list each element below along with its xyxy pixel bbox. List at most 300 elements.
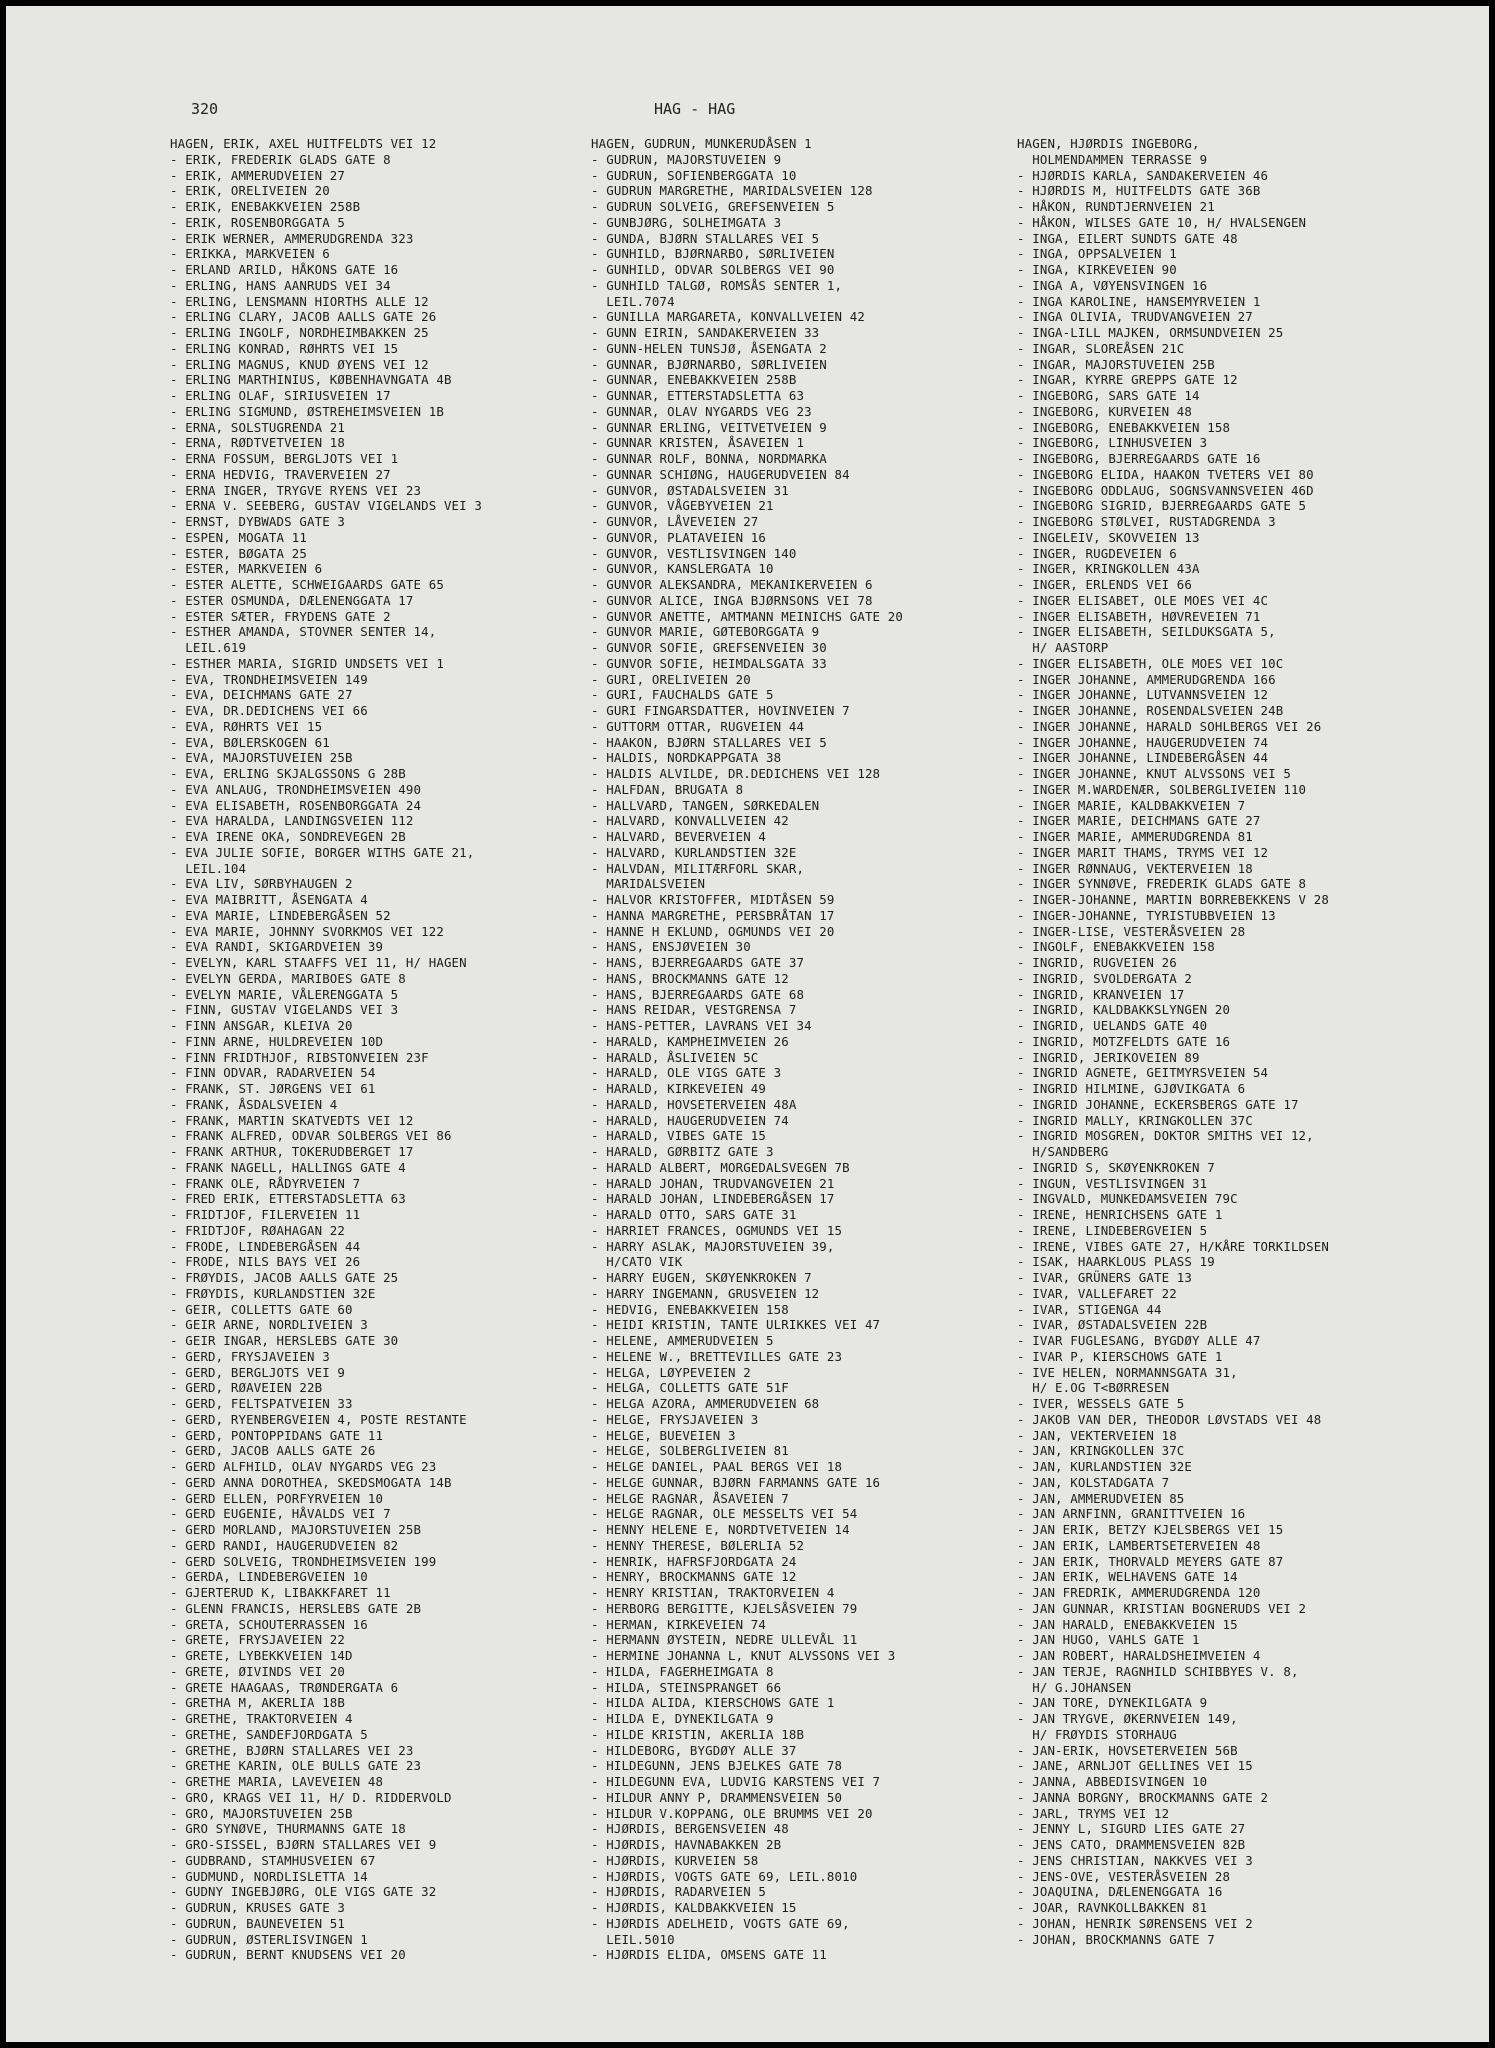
directory-entry: - ERLING MARTHINIUS, KØBENHAVNGATA 4B: [170, 372, 452, 388]
directory-entry: - INGRID, JERIKOVEIEN 89: [1017, 1049, 1200, 1065]
directory-entry: - INGER JOHANNE, AMMERUDGRENDA 166: [1017, 671, 1276, 687]
directory-entry: - IVAR, GRÜNERS GATE 13: [1017, 1270, 1193, 1285]
directory-entry: - INGRID, KALDBAKKSLYNGEN 20: [1017, 1002, 1231, 1018]
directory-entry: - JAN ROBERT, HARALDSHEIMVEIEN 4: [1017, 1648, 1261, 1663]
directory-entry: - GERD, BERGLJOTS VEI 9: [170, 1364, 346, 1380]
directory-entry: - ERLING CLARY, JACOB AALLS GATE 26: [170, 309, 437, 325]
directory-entry: - HENRY, BROCKMANNS GATE 12: [591, 1569, 797, 1585]
directory-entry: - GUNVOR, ØSTADALSVEIEN 31: [591, 482, 789, 498]
directory-entry: - ERIK, ORELIVEIEN 20: [170, 183, 330, 199]
directory-entry: - ERIK, ENEBAKKVEIEN 258B: [170, 199, 361, 214]
directory-entry: - ERLING OLAF, SIRIUSVEIEN 17: [170, 388, 391, 403]
directory-entry: - INGRID, UELANDS GATE 40: [1017, 1018, 1208, 1033]
page-number: 320: [191, 100, 219, 118]
directory-entry: - IVAR FUGLESANG, BYGDØY ALLE 47: [1017, 1333, 1261, 1348]
directory-entry: - GUNILLA MARGARETA, KONVALLVEIEN 42: [591, 309, 865, 325]
directory-entry: - IVAR, ØSTADALSVEIEN 22B: [1017, 1317, 1208, 1333]
directory-entry: - HAAKON, BJØRN STALLARES VEI 5: [591, 734, 827, 750]
directory-entry: - HANNE H EKLUND, OGMUNDS VEI 20: [591, 923, 835, 939]
directory-entry: - GUDMUND, NORDLISLETTA 14: [170, 1868, 368, 1884]
directory-entry: - JAN TERJE, RAGNHILD SCHIBBYES V. 8,: [1017, 1663, 1299, 1679]
directory-entry: - INGRID, KRANVEIEN 17: [1017, 986, 1185, 1002]
directory-entry: H/ AASTORP: [1017, 640, 1109, 655]
directory-entry: - ERLING, HANS AANRUDS VEI 34: [170, 277, 391, 293]
directory-entry: - GRETHE, SANDEFJORDGATA 5: [170, 1726, 368, 1742]
directory-entry: - INGRID S, SKØYENKROKEN 7: [1017, 1159, 1215, 1175]
directory-entry: - GURI, FAUCHALDS GATE 5: [591, 687, 774, 703]
directory-entry: - EVA, BØLERSKOGEN 61: [170, 734, 330, 750]
directory-entry: - INGVALD, MUNKEDAMSVEIEN 79C: [1017, 1191, 1238, 1207]
directory-entry: - ESTER SÆTER, FRYDENS GATE 2: [170, 608, 391, 624]
directory-entry: - HELGE RAGNAR, ÅSAVEIEN 7: [591, 1490, 789, 1506]
directory-entry: - GRETHE MARIA, LAVEVEIEN 48: [170, 1774, 384, 1789]
directory-entry: MARIDALSVEIEN: [591, 876, 706, 892]
directory-entry: - GRO, KRAGS VEI 11, H/ D. RIDDERVOLD: [170, 1789, 452, 1805]
directory-entry: - GERD, PONTOPPIDANS GATE 11: [170, 1427, 384, 1443]
directory-entry: - JAN FREDRIK, AMMERUDGRENDA 120: [1017, 1585, 1261, 1600]
directory-entry: - GUNVOR, LÅVEVEIEN 27: [591, 514, 759, 529]
directory-entry: - GUNNAR ROLF, BONNA, NORDMARKA: [591, 451, 827, 466]
directory-entry: - JAN TRYGVE, ØKERNVEIEN 149,: [1017, 1711, 1238, 1726]
directory-entry: - EVA LIV, SØRBYHAUGEN 2: [170, 876, 353, 892]
directory-entry: - JAN, KRINGKOLLEN 37C: [1017, 1443, 1185, 1459]
directory-entry: H/SANDBERG: [1017, 1144, 1109, 1159]
directory-entry: - INGRID, RUGVEIEN 26: [1017, 955, 1177, 970]
directory-entry: - JOHAN, BROCKMANNS GATE 7: [1017, 1931, 1215, 1947]
directory-entry: LEIL.104: [170, 860, 247, 876]
directory-entry: - HANS REIDAR, VESTGRENSA 7: [591, 1002, 797, 1018]
directory-entry: - HANS, ENSJØVEIEN 30: [591, 939, 751, 955]
directory-entry: - INGER, ERLENDS VEI 66: [1017, 577, 1193, 592]
directory-entry: H/CATO VIK: [591, 1254, 683, 1270]
directory-entry: - HARALD, VIBES GATE 15: [591, 1128, 767, 1144]
directory-entry: - GUNVOR, VESTLISVINGEN 140: [591, 545, 797, 561]
directory-entry: - EVA, TRONDHEIMSVEIEN 149: [170, 671, 368, 687]
directory-entry: - GRETE, FRYSJAVEIEN 22: [170, 1632, 346, 1648]
directory-entry: - HELGE, FRYSJAVEIEN 3: [591, 1411, 759, 1427]
directory-entry: - HILDEBORG, BYGDØY ALLE 37: [591, 1742, 797, 1758]
directory-entry: H/ E.OG T<BØRRESEN: [1017, 1380, 1170, 1396]
directory-entry: - IVER, WESSELS GATE 5: [1017, 1396, 1185, 1411]
directory-entry: - HILDEGUNN, JENS BJELKES GATE 78: [591, 1758, 843, 1774]
directory-entry: - ERLAND ARILD, HÅKONS GATE 16: [170, 262, 399, 277]
directory-entry: - JARL, TRYMS VEI 12: [1017, 1805, 1170, 1821]
directory-entry: - EVA, DR.DEDICHENS VEI 66: [170, 703, 368, 718]
directory-entry: - GUNNAR, BJØRNARBO, SØRLIVEIEN: [591, 356, 827, 372]
directory-entry: - GUDRUN, BERNT KNUDSENS VEI 20: [170, 1947, 406, 1963]
directory-entry: - IRENE, LINDEBERGVEIEN 5: [1017, 1222, 1208, 1238]
directory-entry: - FRANK, MARTIN SKATVEDTS VEI 12: [170, 1112, 414, 1128]
directory-entry: - GEIR ARNE, NORDLIVEIEN 3: [170, 1317, 368, 1333]
directory-entry: - HILDUR V.KOPPANG, OLE BRUMMS VEI 20: [591, 1805, 873, 1821]
directory-entry: - HALVDAN, MILITÆRFORL SKAR,: [591, 860, 805, 876]
directory-entry: - EVELYN GERDA, MARIBOES GATE 8: [170, 970, 406, 986]
directory-entry: - INGA, KIRKEVEIEN 90: [1017, 262, 1177, 277]
directory-entry: - ERNA HEDVIG, TRAVERVEIEN 27: [170, 466, 391, 482]
directory-entry: - GUNNAR SCHIØNG, HAUGERUDVEIEN 84: [591, 466, 850, 482]
directory-entry: - INGA, EILERT SUNDTS GATE 48: [1017, 230, 1238, 246]
directory-entry: - INGER MARIE, DEICHMANS GATE 27: [1017, 813, 1261, 829]
directory-entry: - INGER JOHANNE, HARALD SOHLBERGS VEI 26: [1017, 718, 1322, 734]
directory-entry: - GUDBRAND, STAMHUSVEIEN 67: [170, 1852, 376, 1868]
directory-entry: - FRANK ARTHUR, TOKERUDBERGET 17: [170, 1144, 414, 1159]
directory-entry: - GRETHA M, AKERLIA 18B: [170, 1695, 346, 1711]
directory-entry: - IVAR P, KIERSCHOWS GATE 1: [1017, 1348, 1223, 1364]
directory-entry: - GRETE, LYBEKKVEIEN 14D: [170, 1648, 353, 1663]
directory-entry: - INGEBORG, BJERREGAARDS GATE 16: [1017, 451, 1261, 466]
directory-entry: - GURI, ORELIVEIEN 20: [591, 671, 751, 687]
directory-entry: - FINN FRIDTHJOF, RIBSTONVEIEN 23F: [170, 1049, 429, 1065]
directory-entry: - FINN, GUSTAV VIGELANDS VEI 3: [170, 1002, 399, 1018]
directory-entry: - ERNA FOSSUM, BERGLJOTS VEI 1: [170, 451, 399, 466]
directory-entry: - ERLING INGOLF, NORDHEIMBAKKEN 25: [170, 325, 429, 340]
directory-entry: - ISAK, HAARKLOUS PLASS 19: [1017, 1254, 1215, 1270]
directory-entry: - JENNY L, SIGURD LIES GATE 27: [1017, 1821, 1246, 1837]
directory-entry: - HARALD JOHAN, TRUDVANGVEIEN 21: [591, 1175, 835, 1191]
directory-entry: - INGRID AGNETE, GEITMYRSVEIEN 54: [1017, 1065, 1269, 1081]
directory-entry: - INGEBORG, LINHUSVEIEN 3: [1017, 435, 1208, 451]
directory-entry: - HENRY KRISTIAN, TRAKTORVEIEN 4: [591, 1585, 835, 1600]
directory-entry: - GUDRUN SOLVEIG, GREFSENVEIEN 5: [591, 199, 835, 214]
directory-entry: - INGRID MALLY, KRINGKOLLEN 37C: [1017, 1112, 1253, 1128]
directory-entry: - HELGE DANIEL, PAAL BERGS VEI 18: [591, 1459, 843, 1474]
directory-entry: - FRANK, ST. JØRGENS VEI 61: [170, 1081, 376, 1096]
directory-entry: - GUNDA, BJØRN STALLARES VEI 5: [591, 230, 820, 246]
directory-entry: - HARALD, KIRKEVEIEN 49: [591, 1081, 767, 1096]
directory-entry: HOLMENDAMMEN TERRASSE 9: [1017, 151, 1208, 167]
running-title: HAG - HAG: [654, 100, 736, 118]
directory-entry: - JANNA, ABBEDISVINGEN 10: [1017, 1774, 1208, 1789]
directory-entry: - EVA MARIE, JOHNNY SVORKMOS VEI 122: [170, 923, 444, 939]
directory-entry: - GRETE, ØIVINDS VEI 20: [170, 1663, 346, 1679]
directory-entry: - HALVOR KRISTOFFER, MIDTÅSEN 59: [591, 892, 835, 907]
directory-entry: - EVA MAIBRITT, ÅSENGATA 4: [170, 892, 368, 907]
directory-entry: - GUNNAR, OLAV NYGARDS VEG 23: [591, 403, 812, 419]
directory-entry: - HELGE GUNNAR, BJØRN FARMANNS GATE 16: [591, 1474, 881, 1490]
directory-entry: - INGER ELISABET, OLE MOES VEI 4C: [1017, 592, 1269, 608]
directory-entry: - INGER JOHANNE, KNUT ALVSSONS VEI 5: [1017, 766, 1291, 781]
directory-entry: - FRIDTJOF, RØAHAGAN 22: [170, 1222, 346, 1238]
directory-entry: - JENS-OVE, VESTERÅSVEIEN 28: [1017, 1868, 1231, 1884]
directory-entry: - GURI FINGARSDATTER, HOVINVEIEN 7: [591, 703, 850, 718]
directory-entry: - JAN HARALD, ENEBAKKVEIEN 15: [1017, 1616, 1238, 1632]
directory-entry: - JAN-ERIK, HOVSETERVEIEN 56B: [1017, 1742, 1238, 1758]
directory-entry: - GUNN EIRIN, SANDAKERVEIEN 33: [591, 325, 820, 340]
directory-entry: - ERLING MAGNUS, KNUD ØYENS VEI 12: [170, 356, 429, 372]
directory-entry: - INGER-JOHANNE, MARTIN BORREBEKKENS V 28: [1017, 892, 1330, 907]
directory-entry: - HJØRDIS, RADARVEIEN 5: [591, 1884, 767, 1900]
directory-entry: - EVA, DEICHMANS GATE 27: [170, 687, 353, 703]
directory-entry: - HILDE KRISTIN, AKERLIA 18B: [591, 1726, 805, 1742]
directory-entry: - HARALD ALBERT, MORGEDALSVEGEN 7B: [591, 1159, 850, 1175]
directory-entry: - INGELEIV, SKOVVEIEN 13: [1017, 529, 1200, 545]
directory-entry: - ESTHER AMANDA, STOVNER SENTER 14,: [170, 624, 437, 640]
directory-entry: - GERD ALFHILD, OLAV NYGARDS VEG 23: [170, 1459, 437, 1474]
directory-entry: - GUNN-HELEN TUNSJØ, ÅSENGATA 2: [591, 340, 827, 356]
directory-entry: - GUDRUN, MAJORSTUVEIEN 9: [591, 151, 782, 167]
directory-entry: - GERD, FRYSJAVEIEN 3: [170, 1348, 330, 1364]
directory-entry: - HEDVIG, ENEBAKKVEIEN 158: [591, 1301, 789, 1317]
directory-entry: - IRENE, VIBES GATE 27, H/KÅRE TORKILDSEN: [1017, 1238, 1330, 1254]
directory-entry: - EVA HARALDA, LANDINGSVEIEN 112: [170, 813, 414, 829]
directory-entry: - HENRIK, HAFRSFJORDGATA 24: [591, 1553, 797, 1569]
directory-entry: - HÅKON, WILSES GATE 10, H/ HVALSENGEN: [1017, 214, 1307, 230]
directory-entry: - INGER MARIT THAMS, TRYMS VEI 12: [1017, 844, 1269, 860]
directory-entry: - JOHAN, HENRIK SØRENSENS VEI 2: [1017, 1915, 1253, 1931]
directory-entry: - GERD SOLVEIG, TRONDHEIMSVEIEN 199: [170, 1553, 437, 1569]
directory-entry: - FRIDTJOF, FILERVEIEN 11: [170, 1207, 361, 1222]
directory-entry: - INGER, RUGDEVEIEN 6: [1017, 545, 1177, 561]
directory-entry: - INGEBORG SIGRID, BJERREGAARDS GATE 5: [1017, 498, 1307, 514]
directory-entry: - INGEBORG, KURVEIEN 48: [1017, 403, 1193, 419]
directory-entry: - INGER JOHANNE, ROSENDALSVEIEN 24B: [1017, 703, 1284, 718]
directory-entry: - ERIKKA, MARKVEIEN 6: [170, 246, 330, 262]
directory-entry: - HARRY EUGEN, SKØYENKROKEN 7: [591, 1270, 812, 1285]
directory-entry: - JENS CATO, DRAMMENSVEIEN 82B: [1017, 1837, 1246, 1852]
directory-entry: - INGER JOHANNE, LINDEBERGÅSEN 44: [1017, 750, 1269, 766]
directory-entry: - EVA, ERLING SKJALGSSONS G 28B: [170, 766, 406, 781]
directory-entry: HAGEN, ERIK, AXEL HUITFELDTS VEI 12: [170, 136, 437, 151]
directory-entry: - INGRID MOSGREN, DOKTOR SMITHS VEI 12,: [1017, 1128, 1314, 1144]
directory-entry: - HJØRDIS ELIDA, OMSENS GATE 11: [591, 1947, 827, 1963]
directory-entry: - HERMINE JOHANNA L, KNUT ALVSSONS VEI 3: [591, 1648, 896, 1663]
directory-entry: - INGER ELISABETH, OLE MOES VEI 10C: [1017, 655, 1284, 671]
directory-entry: - FRØYDIS, KURLANDSTIEN 32E: [170, 1285, 376, 1301]
directory-entry: - GERD, JACOB AALLS GATE 26: [170, 1443, 376, 1459]
directory-entry: - GERD ANNA DOROTHEA, SKEDSMOGATA 14B: [170, 1474, 452, 1490]
directory-entry: - ERIK, AMMERUDVEIEN 27: [170, 167, 346, 183]
directory-entry: - INGER ELISABETH, HØVREVEIEN 71: [1017, 608, 1261, 624]
directory-entry: - GUTTORM OTTAR, RUGVEIEN 44: [591, 718, 805, 734]
directory-entry: - HARALD, KAMPHEIMVEIEN 26: [591, 1033, 789, 1049]
directory-entry: - FRANK, ÅSDALSVEIEN 4: [170, 1096, 338, 1112]
directory-entry: - INGRID HILMINE, GJØVIKGATA 6: [1017, 1081, 1246, 1096]
directory-entry: - JAN ARNFINN, GRANITTVEIEN 16: [1017, 1506, 1246, 1522]
directory-entry: - GUNVOR MARIE, GØTEBORGGATA 9: [591, 624, 820, 640]
directory-entry: LEIL.7074: [591, 293, 675, 309]
directory-entry: - HARALD, HAUGERUDVEIEN 74: [591, 1112, 789, 1128]
directory-entry: - HJØRDIS KARLA, SANDAKERVEIEN 46: [1017, 167, 1269, 183]
directory-entry: - ESTER OSMUNDA, DÆLENENGGATA 17: [170, 592, 414, 608]
directory-entry: - HARALD, ÅSLIVEIEN 5C: [591, 1049, 759, 1065]
directory-entry: - GERD ELLEN, PORFYRVEIEN 10: [170, 1490, 384, 1506]
directory-entry: - ERNA, SOLSTUGRENDA 21: [170, 419, 346, 435]
directory-entry: - FRANK NAGELL, HALLINGS GATE 4: [170, 1159, 406, 1175]
directory-entry: - GERD, RØAVEIEN 22B: [170, 1380, 323, 1396]
directory-entry: - HELGA AZORA, AMMERUDVEIEN 68: [591, 1396, 820, 1411]
directory-entry: - GUDNY INGEBJØRG, OLE VIGS GATE 32: [170, 1884, 437, 1900]
directory-entry: - HENNY THERESE, BØLERLIA 52: [591, 1537, 805, 1553]
directory-entry: - GUNVOR ALICE, INGA BJØRNSONS VEI 78: [591, 592, 873, 608]
directory-entry: - INGRID, MOTZFELDTS GATE 16: [1017, 1033, 1231, 1049]
directory-entry: - INGAR, SLOREÅSEN 21C: [1017, 340, 1185, 356]
directory-entry: - EVA, RØHRTS VEI 15: [170, 718, 323, 734]
directory-entry: - HJØRDIS, VOGTS GATE 69, LEIL.8010: [591, 1868, 858, 1884]
directory-entry: - ERIK, ROSENBORGGATA 5: [170, 214, 346, 230]
directory-entry: H/ G.JOHANSEN: [1017, 1679, 1132, 1695]
directory-entry: - EVA, MAJORSTUVEIEN 25B: [170, 750, 353, 766]
directory-entry: - FRØYDIS, JACOB AALLS GATE 25: [170, 1270, 399, 1285]
directory-entry: - JAN, KOLSTADGATA 7: [1017, 1474, 1170, 1490]
directory-entry: - JAN GUNNAR, KRISTIAN BOGNERUDS VEI 2: [1017, 1600, 1307, 1616]
directory-entry: - HANNA MARGRETHE, PERSBRÅTAN 17: [591, 907, 835, 923]
directory-entry: - EVELYN, KARL STAAFFS VEI 11, H/ HAGEN: [170, 955, 467, 970]
directory-entry: - GRETA, SCHOUTERRASSEN 16: [170, 1616, 368, 1632]
directory-entry: - IVAR, STIGENGA 44: [1017, 1301, 1162, 1317]
directory-entry: - INGRID JOHANNE, ECKERSBERGS GATE 17: [1017, 1096, 1299, 1112]
directory-entry: - GRO-SISSEL, BJØRN STALLARES VEI 9: [170, 1837, 437, 1852]
directory-entry: - HILDEGUNN EVA, LUDVIG KARSTENS VEI 7: [591, 1774, 881, 1789]
directory-entry: - HJØRDIS, BERGENSVEIEN 48: [591, 1821, 789, 1837]
directory-entry: - GLENN FRANCIS, HERSLEBS GATE 2B: [170, 1600, 422, 1616]
directory-entry: - HANS, BROCKMANNS GATE 12: [591, 970, 789, 986]
directory-entry: - HALVARD, KURLANDSTIEN 32E: [591, 844, 797, 860]
directory-entry: - GRETHE, BJØRN STALLARES VEI 23: [170, 1742, 414, 1758]
directory-entry: - GUNHILD TALGØ, ROMSÅS SENTER 1,: [591, 277, 843, 293]
directory-entry: - HILDUR ANNY P, DRAMMENSVEIEN 50: [591, 1789, 843, 1805]
directory-entry: - HARRY ASLAK, MAJORSTUVEIEN 39,: [591, 1238, 835, 1254]
directory-entry: - ESTHER MARIA, SIGRID UNDSETS VEI 1: [170, 655, 444, 671]
directory-entry: - INGER MARIE, KALDBAKKVEIEN 7: [1017, 797, 1246, 813]
directory-entry: - GUNHILD, ODVAR SOLBERGS VEI 90: [591, 262, 835, 277]
directory-entry: - GRO, MAJORSTUVEIEN 25B: [170, 1805, 353, 1821]
directory-entry: - ERLING KONRAD, RØHRTS VEI 15: [170, 340, 399, 356]
directory-entry: - FINN ARNE, HULDREVEIEN 10D: [170, 1033, 384, 1049]
directory-entry: - HANS, BJERREGAARDS GATE 37: [591, 955, 805, 970]
directory-entry: - HERMAN, KIRKEVEIEN 74: [591, 1616, 767, 1632]
directory-entry: - HELGE, SOLBERGLIVEIEN 81: [591, 1443, 789, 1459]
directory-entry: - FRODE, NILS BAYS VEI 26: [170, 1254, 361, 1270]
directory-entry: - ESTER, BØGATA 25: [170, 545, 307, 561]
directory-entry: - HÅKON, RUNDTJERNVEIEN 21: [1017, 199, 1215, 214]
directory-entry: - JAN, KURLANDSTIEN 32E: [1017, 1459, 1193, 1474]
directory-entry: - HALFDAN, BRUGATA 8: [591, 781, 744, 797]
directory-entry: - GUNVOR ALEKSANDRA, MEKANIKERVEIEN 6: [591, 577, 873, 592]
directory-entry: HAGEN, GUDRUN, MUNKERUDÅSEN 1: [591, 136, 812, 151]
directory-entry: - INGER, KRINGKOLLEN 43A: [1017, 561, 1200, 577]
directory-entry: - IVE HELEN, NORMANNSGATA 31,: [1017, 1364, 1238, 1380]
directory-entry: - GERDA, LINDEBERGVEIEN 10: [170, 1569, 368, 1585]
directory-entry: - GUNNAR, ETTERSTADSLETTA 63: [591, 388, 805, 403]
directory-entry: - HILDA, STEINSPRANGET 66: [591, 1679, 782, 1695]
directory-entry: - HARALD OTTO, SARS GATE 31: [591, 1207, 797, 1222]
directory-entry: - HARALD, OLE VIGS GATE 3: [591, 1065, 782, 1081]
directory-entry: - IRENE, HENRICHSENS GATE 1: [1017, 1207, 1223, 1222]
directory-entry: - HJØRDIS, KALDBAKKVEIEN 15: [591, 1900, 797, 1915]
directory-entry: - GUNVOR ANETTE, AMTMANN MEINICHS GATE 20: [591, 608, 904, 624]
directory-entry: - GUNVOR SOFIE, HEIMDALSGATA 33: [591, 655, 827, 671]
directory-entry: - GJERTERUD K, LIBAKKFARET 11: [170, 1585, 391, 1600]
directory-entry: - ESPEN, MOGATA 11: [170, 529, 307, 545]
directory-entry: - HILDA ALIDA, KIERSCHOWS GATE 1: [591, 1695, 835, 1711]
directory-entry: - FRANK ALFRED, ODVAR SOLBERGS VEI 86: [170, 1128, 452, 1144]
directory-entry: - JAN ERIK, LAMBERTSETERVEIEN 48: [1017, 1537, 1261, 1553]
directory-entry: - FRED ERIK, ETTERSTADSLETTA 63: [170, 1191, 406, 1207]
directory-entry: - INGA OLIVIA, TRUDVANGVEIEN 27: [1017, 309, 1253, 325]
column-2: [591, 136, 1021, 1963]
directory-entry: - IVAR, VALLEFARET 22: [1017, 1285, 1177, 1301]
directory-entry: - JOAQUINA, DÆLENENGGATA 16: [1017, 1884, 1223, 1900]
directory-entry: - GUDRUN, KRUSES GATE 3: [170, 1900, 346, 1915]
directory-entry: - FINN ANSGAR, KLEIVA 20: [170, 1018, 353, 1033]
directory-entry: - HALDIS, NORDKAPPGATA 38: [591, 750, 782, 766]
directory-entry: - HELGA, LØYPEVEIEN 2: [591, 1364, 751, 1380]
directory-entry: H/ FRØYDIS STORHAUG: [1017, 1726, 1177, 1742]
directory-entry: LEIL.619: [170, 640, 247, 655]
directory-entry: - INGAR, KYRRE GREPPS GATE 12: [1017, 372, 1238, 388]
directory-entry: - HALDIS ALVILDE, DR.DEDICHENS VEI 128: [591, 766, 881, 781]
directory-entry: - JAN HUGO, VAHLS GATE 1: [1017, 1632, 1200, 1648]
directory-entry: - EVA MARIE, LINDEBERGÅSEN 52: [170, 907, 391, 923]
directory-entry: - INGEBORG, SARS GATE 14: [1017, 388, 1200, 403]
directory-entry: - INGAR, MAJORSTUVEIEN 25B: [1017, 356, 1215, 372]
directory-entry: - JAN ERIK, BETZY KJELSBERGS VEI 15: [1017, 1522, 1284, 1537]
directory-entry: - JAN ERIK, THORVALD MEYERS GATE 87: [1017, 1553, 1284, 1569]
directory-entry: - ERNA, RØDTVETVEIEN 18: [170, 435, 346, 451]
directory-entry: - JAN ERIK, WELHAVENS GATE 14: [1017, 1569, 1238, 1585]
directory-entry: - EVELYN MARIE, VÅLERENGGATA 5: [170, 986, 399, 1002]
directory-entry: - HILDA E, DYNEKILGATA 9: [591, 1711, 774, 1726]
directory-entry: - GEIR, COLLETTS GATE 60: [170, 1301, 353, 1317]
directory-entry: - HARALD, HOVSETERVEIEN 48A: [591, 1096, 797, 1112]
directory-entry: - HJØRDIS ADELHEID, VOGTS GATE 69,: [591, 1915, 850, 1931]
directory-entry: - HARALD, GØRBITZ GATE 3: [591, 1144, 774, 1159]
directory-entry: - GEIR INGAR, HERSLEBS GATE 30: [170, 1333, 399, 1348]
directory-entry: - EVA ELISABETH, ROSENBORGGATA 24: [170, 797, 422, 813]
directory-entry: - HARALD JOHAN, LINDEBERGÅSEN 17: [591, 1191, 835, 1207]
directory-entry: - GERD RANDI, HAUGERUDVEIEN 82: [170, 1537, 399, 1553]
directory-entry: - GUDRUN, BAUNEVEIEN 51: [170, 1915, 346, 1931]
directory-entry: - JENS CHRISTIAN, NAKKVES VEI 3: [1017, 1852, 1253, 1868]
directory-entry: - GUNVOR, VÅGEBYVEIEN 21: [591, 498, 774, 514]
directory-entry: - INGER-JOHANNE, TYRISTUBBVEIEN 13: [1017, 907, 1276, 923]
directory-entry: - INGER-LISE, VESTERÅSVEIEN 28: [1017, 923, 1246, 939]
directory-entry: - HEIDI KRISTIN, TANTE ULRIKKES VEI 47: [591, 1317, 881, 1333]
directory-entry: - GRETHE, TRAKTORVEIEN 4: [170, 1711, 353, 1726]
directory-entry: - INGEBORG STØLVEI, RUSTADGRENDA 3: [1017, 514, 1276, 529]
directory-entry: - HARRIET FRANCES, OGMUNDS VEI 15: [591, 1222, 843, 1238]
directory-entry: - HELENE, AMMERUDVEIEN 5: [591, 1333, 774, 1348]
directory-entry: - GERD MORLAND, MAJORSTUVEIEN 25B: [170, 1522, 422, 1537]
directory-entry: - GUNBJØRG, SOLHEIMGATA 3: [591, 214, 782, 230]
directory-entry: - INGA A, VØYENSVINGEN 16: [1017, 277, 1208, 293]
directory-entry: - HELGA, COLLETTS GATE 51F: [591, 1380, 789, 1396]
directory-entry: - INGA-LILL MAJKEN, ORMSUNDVEIEN 25: [1017, 325, 1284, 340]
directory-entry: - GUNVOR SOFIE, GREFSENVEIEN 30: [591, 640, 827, 655]
directory-entry: - HALLVARD, TANGEN, SØRKEDALEN: [591, 797, 820, 813]
directory-page: [6, 6, 1489, 2042]
directory-entry: - ERIK WERNER, AMMERUDGRENDA 323: [170, 230, 414, 246]
directory-entry: - EVA IRENE OKA, SONDREVEGEN 2B: [170, 829, 406, 844]
directory-entry: - GUDRUN MARGRETHE, MARIDALSVEIEN 128: [591, 183, 873, 199]
directory-entry: - HALVARD, KONVALLVEIEN 42: [591, 813, 789, 829]
directory-entry: - INGEBORG ELIDA, HAAKON TVETERS VEI 80: [1017, 466, 1314, 482]
directory-entry: - INGER MARIE, AMMERUDGRENDA 81: [1017, 829, 1253, 844]
directory-entry: - GERD EUGENIE, HÅVALDS VEI 7: [170, 1506, 391, 1522]
directory-entry: - GUNNAR ERLING, VEITVETVEIEN 9: [591, 419, 827, 435]
directory-entry: - HILDA, FAGERHEIMGATA 8: [591, 1663, 774, 1679]
directory-entry: LEIL.5010: [591, 1931, 675, 1947]
directory-entry: - JOAR, RAVNKOLLBAKKEN 81: [1017, 1900, 1208, 1915]
directory-entry: - HANS-PETTER, LAVRANS VEI 34: [591, 1018, 812, 1033]
directory-entry: - INGER ELISABETH, SEILDUKSGATA 5,: [1017, 624, 1276, 640]
directory-entry: - GUNVOR, KANSLERGATA 10: [591, 561, 774, 577]
directory-entry: - FRODE, LINDEBERGÅSEN 44: [170, 1238, 361, 1254]
directory-entry: - EVA ANLAUG, TRONDHEIMSVEIEN 490: [170, 781, 422, 797]
directory-entry: - INGA, OPPSALVEIEN 1: [1017, 246, 1177, 262]
directory-entry: - INGER RØNNAUG, VEKTERVEIEN 18: [1017, 860, 1253, 876]
directory-entry: - GRO SYNØVE, THURMANNS GATE 18: [170, 1821, 406, 1837]
